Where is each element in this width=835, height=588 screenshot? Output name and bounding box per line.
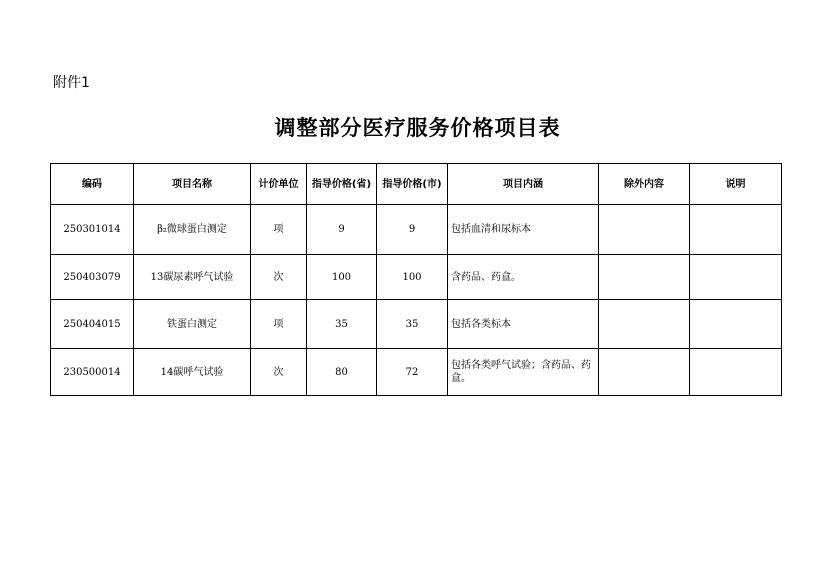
cell-exclude [599, 349, 690, 396]
cell-code: 250403079 [51, 255, 134, 300]
header-note: 说明 [690, 164, 782, 205]
cell-name: β₂微球蛋白测定 [134, 205, 251, 255]
cell-unit: 项 [251, 300, 307, 349]
header-exclude: 除外内容 [599, 164, 690, 205]
cell-content: 包括各类呼气试验；含药品、药盒。 [448, 349, 599, 396]
header-code: 编码 [51, 164, 134, 205]
header-content: 项目内涵 [448, 164, 599, 205]
cell-price-province: 100 [307, 255, 377, 300]
cell-note [690, 300, 782, 349]
cell-exclude [599, 205, 690, 255]
table-row [51, 205, 782, 255]
cell-code: 230500014 [51, 349, 134, 396]
cell-content: 包括各类标本 [448, 300, 599, 349]
cell-name: 14碳呼气试验 [134, 349, 251, 396]
cell-price-city: 9 [377, 205, 448, 255]
page-title: 调整部分医疗服务价格项目表 [274, 115, 561, 140]
cell-price-city: 100 [377, 255, 448, 300]
cell-price-city: 35 [377, 300, 448, 349]
cell-note [690, 349, 782, 396]
cell-unit: 次 [251, 349, 307, 396]
table-row [51, 255, 782, 300]
cell-code: 250404015 [51, 300, 134, 349]
cell-name: 13碳尿素呼气试验 [134, 255, 251, 300]
cell-code: 250301014 [51, 205, 134, 255]
header-price-city: 指导价格(市) [377, 164, 448, 205]
cell-note [690, 255, 782, 300]
cell-unit: 次 [251, 255, 307, 300]
cell-content: 包括血清和尿标本 [448, 205, 599, 255]
cell-price-city: 72 [377, 349, 448, 396]
header-row [51, 164, 782, 205]
header-name: 项目名称 [134, 164, 251, 205]
cell-price-province: 9 [307, 205, 377, 255]
table-row [51, 349, 782, 396]
cell-price-province: 35 [307, 300, 377, 349]
cell-name: 铁蛋白测定 [134, 300, 251, 349]
cell-note [690, 205, 782, 255]
table-row [51, 300, 782, 349]
cell-exclude [599, 300, 690, 349]
price-table [50, 163, 782, 396]
cell-exclude [599, 255, 690, 300]
header-unit: 计价单位 [251, 164, 307, 205]
cell-unit: 项 [251, 205, 307, 255]
header-price-province: 指导价格(省) [307, 164, 377, 205]
attachment-label: 附件1 [53, 75, 90, 91]
cell-content: 含药品、药盒。 [448, 255, 599, 300]
cell-price-province: 80 [307, 349, 377, 396]
